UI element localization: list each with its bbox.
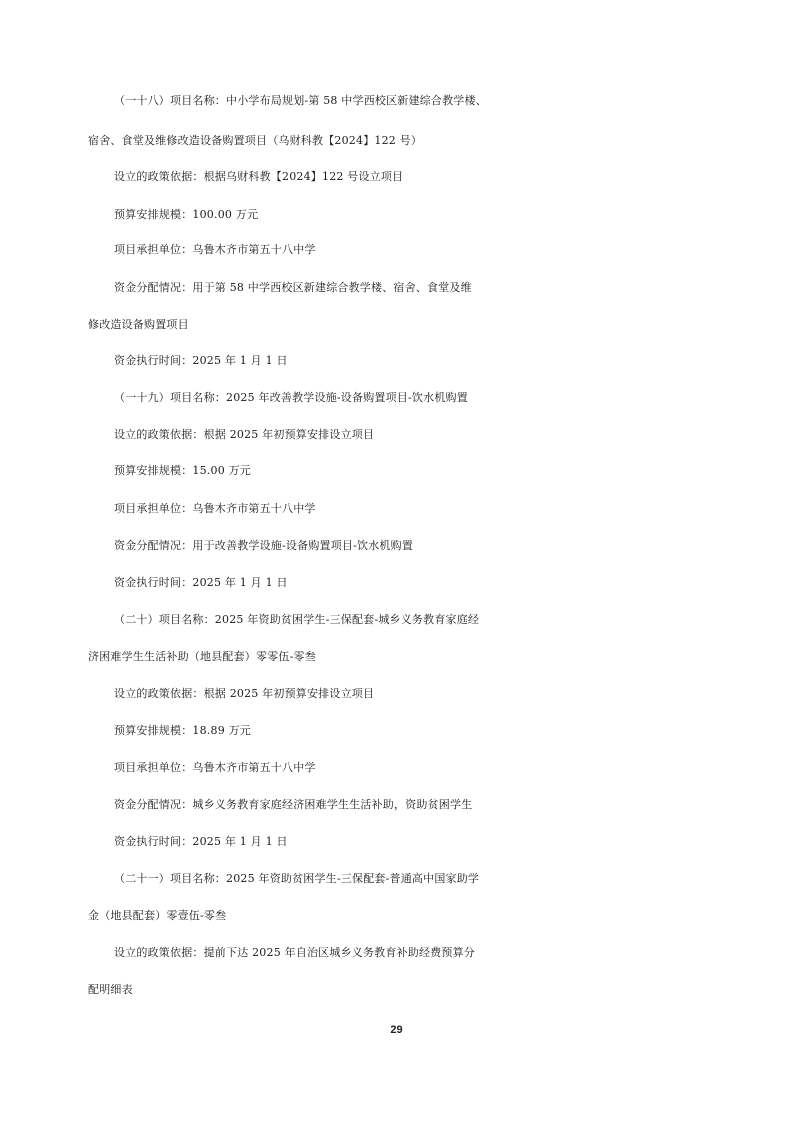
heading-project-18-line-2: 宿舍、食堂及维修改造设备购置项目（乌财科教【2024】122 号） <box>88 134 423 147</box>
budget-scale-18: 预算安排规模：100.00 万元 <box>114 208 259 221</box>
undertaking-unit-18: 项目承担单位：乌鲁木齐市第五十八中学 <box>114 243 316 256</box>
policy-basis-21-line-1: 设立的政策依据：提前下达 2025 年自治区城乡义务教育补助经费预算分 <box>114 946 475 959</box>
fund-allocation-20: 资金分配情况：城乡义务教育家庭经济困难学生生活补助，资助贫困学生 <box>114 798 473 811</box>
budget-scale-19: 预算安排规模：15.00 万元 <box>114 464 251 477</box>
budget-scale-20: 预算安排规模：18.89 万元 <box>114 724 251 737</box>
undertaking-unit-19: 项目承担单位：乌鲁木齐市第五十八中学 <box>114 502 316 515</box>
execution-time-18: 资金执行时间：2025 年 1 月 1 日 <box>114 354 288 367</box>
policy-basis-20: 设立的政策依据：根据 2025 年初预算安排设立项目 <box>114 687 375 700</box>
heading-project-19: （一十九）项目名称：2025 年改善教学设施-设备购置项目-饮水机购置 <box>114 391 468 404</box>
execution-time-20: 资金执行时间：2025 年 1 月 1 日 <box>114 835 288 848</box>
policy-basis-19: 设立的政策依据：根据 2025 年初预算安排设立项目 <box>114 428 375 441</box>
fund-allocation-19: 资金分配情况：用于改善教学设施-设备购置项目-饮水机购置 <box>114 539 414 552</box>
undertaking-unit-20: 项目承担单位：乌鲁木齐市第五十八中学 <box>114 761 316 774</box>
policy-basis-21-line-2: 配明细表 <box>88 983 133 996</box>
policy-basis-18: 设立的政策依据：根据乌财科教【2024】122 号设立项目 <box>114 170 404 183</box>
page-number: 29 <box>390 1024 403 1036</box>
fund-allocation-18-line-1: 资金分配情况：用于第 58 中学西校区新建综合教学楼、宿舍、食堂及维 <box>114 281 472 294</box>
fund-allocation-18-line-2: 修改造设备购置项目 <box>88 318 189 331</box>
heading-project-21-line-2: 金（地县配套）零壹伍-零叁 <box>88 909 227 922</box>
heading-project-20-line-1: （二十）项目名称：2025 年资助贫困学生-三保配套-城乡义务教育家庭经 <box>114 613 480 626</box>
heading-project-18-line-1: （一十八）项目名称：中小学布局规划-第 58 中学西校区新建综合教学楼、 <box>114 94 487 107</box>
heading-project-21-line-1: （二十一）项目名称：2025 年资助贫困学生-三保配套-普通高中国家助学 <box>114 872 480 885</box>
execution-time-19: 资金执行时间：2025 年 1 月 1 日 <box>114 576 288 589</box>
heading-project-20-line-2: 济困难学生生活补助（地县配套）零零伍-零叁 <box>88 650 316 663</box>
